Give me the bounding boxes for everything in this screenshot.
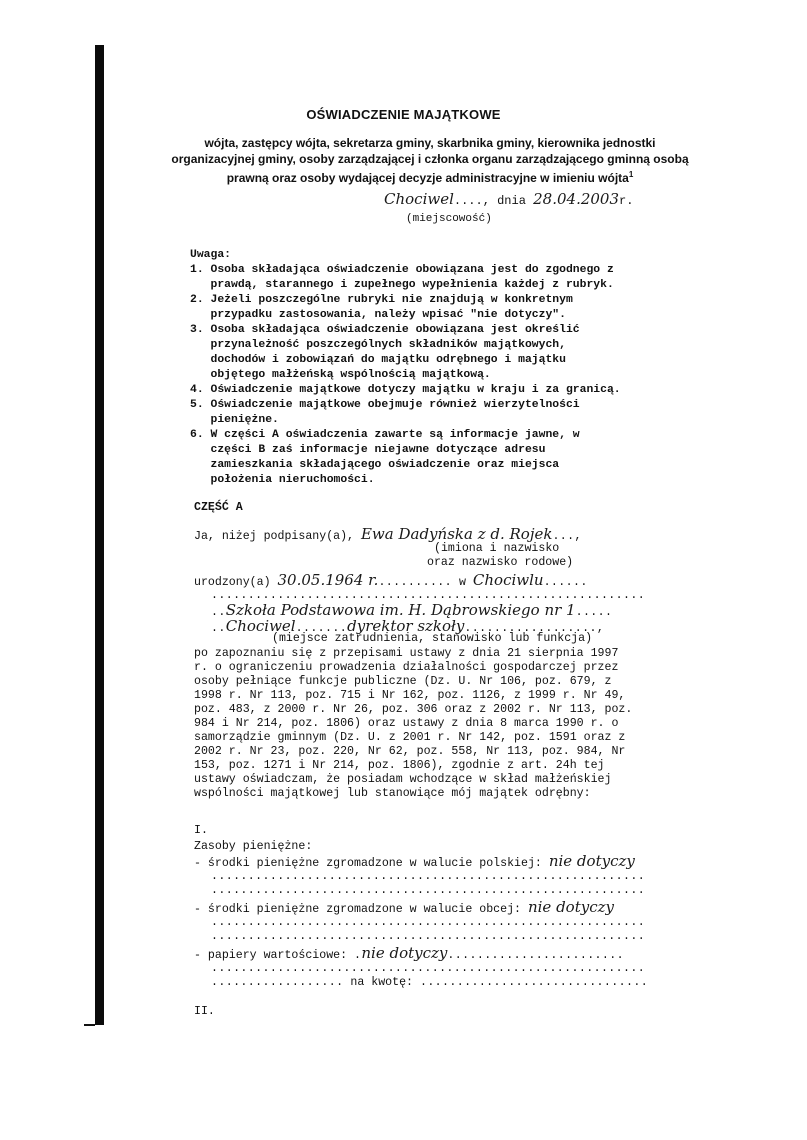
date-handwritten: 28.04.2003 (533, 190, 620, 208)
pln-funds-label: - środki pieniężne zgromadzone w walucie polskiej: (194, 857, 549, 870)
body-line: poz. 483, z 2000 r. Nr 26, poz. 306 oraz z 2002 r. Nr 113, poz. (194, 703, 633, 716)
body-line: osoby pełniące funkcje publiczne (Dz. U. Nr 106, poz. 679, z (194, 675, 612, 688)
notes-block (190, 248, 621, 488)
body-line: po zapoznaniu się z przepisami ustawy z dnia 21 sierpnia 1997 (194, 647, 619, 660)
dotted-line: ........................................................... (211, 962, 646, 975)
note-line: części B zaś informacje niejawne dotyczące adresu (190, 444, 546, 456)
notes-heading: Uwaga: (190, 249, 232, 261)
securities-label: - papiery wartościowe: (194, 949, 355, 962)
section-2-roman: II. (194, 1005, 215, 1018)
subtitle-line: wójta, zastępcy wójta, sekretarza gminy, skarbnika gminy, kierownika jednostki (204, 136, 656, 150)
place-dots: .... (453, 194, 483, 208)
employment-line-1: ..Szkoła Podstawowa im. H. Dąbrowskiego nr 1..... (211, 601, 613, 619)
employment-line-2: ..Chociwel.......dyrektor szkoły.................., (211, 617, 605, 635)
note-line: przypadku zastosowania, należy wpisać "nie dotyczy". (190, 309, 566, 321)
securities-value: nie dotyczy (361, 944, 448, 962)
birth-in-label: w (452, 576, 473, 589)
date-suffix: r. (619, 194, 634, 208)
foreign-funds-value: nie dotyczy (527, 898, 614, 916)
document-title: OŚWIADCZENIE MAJĄTKOWE (306, 107, 501, 122)
place-date-line (384, 190, 633, 208)
name-caption-2: oraz nazwisko rodowe) (427, 556, 574, 569)
subtitle-line: organizacyjnej gminy, osoby zarządzającej i członka organu zarządzającego gminną osobą (171, 152, 689, 166)
pln-funds-value: nie dotyczy (548, 852, 635, 870)
birth-line: urodzony(a) 30.05.1964 r........... w Chociwlu...... (194, 571, 588, 589)
place-caption: (miejscowość) (406, 213, 492, 225)
section-1-heading: Zasoby pieniężne: (194, 840, 313, 853)
dotted-line: ........................................................... (211, 884, 646, 897)
body-line: r. o ograniczeniu prowadzenia działalności gospodarczej przez (194, 661, 619, 674)
body-line: 984 i Nr 214, poz. 1806) oraz ustawy z dnia 8 marca 1990 r. o (194, 717, 619, 730)
dotted-line: ........................................................... (211, 916, 646, 929)
foreign-funds-line (194, 900, 614, 917)
foreign-funds-label: - środki pieniężne zgromadzone w walucie obcej: (194, 903, 528, 916)
note-line: zamieszkania składającego oświadczenie oraz miejsca (190, 459, 560, 471)
subtitle-line (150, 167, 710, 186)
body-line: ustawy oświadczam, że posiadam wchodzące w skład małżeńskiej (194, 773, 612, 786)
signatory-line: Ja, niżej podpisany(a), Ewa Dadyńska z d. Rojek..., (194, 525, 582, 543)
note-line: położenia nieruchomości. (190, 474, 375, 486)
section-1-roman: I. (194, 824, 208, 837)
note-line: prawdą, starannego i zupełnego wypełnienia każdej z rubryk. (190, 279, 614, 291)
name-caption-1: (imiona i nazwisko (434, 542, 560, 555)
note-line: dochodów i zobowiązań do majątku odrębnego i majątku (190, 354, 566, 366)
note-line: objętego małżeńską wspólnością majątkową. (190, 369, 491, 381)
birth-label: urodzony(a) (194, 576, 278, 589)
pln-funds-line (194, 854, 635, 871)
employment-handwritten-3: dyrektor szkoły (347, 617, 465, 635)
amount-label: na kwotę: (343, 976, 420, 989)
document-subtitle (150, 135, 710, 186)
footnote-marker: 1 (628, 170, 634, 179)
body-line: 2002 r. Nr 23, poz. 220, Nr 62, poz. 558, Nr 113, poz. 984, Nr (194, 745, 626, 758)
body-line: 1998 r. Nr 113, poz. 715 i Nr 162, poz. 1126, z 1999 r. Nr 49, (194, 689, 626, 702)
scan-margin-bar (95, 45, 104, 1025)
note-line: 1. Osoba składająca oświadczenie obowiązana jest do zgodnego z (190, 264, 614, 276)
note-line: 3. Osoba składająca oświadczenie obowiązana jest określić (190, 324, 580, 336)
securities-line: - papiery wartościowe: .nie dotyczy........................ (194, 944, 624, 962)
employment-caption: (miejsce zatrudnienia, stanowisko lub funkcja) (272, 632, 593, 645)
body-line: wspólności majątkowej lub stanowiące mój majątek odrębny: (194, 787, 591, 800)
body-line: 153, poz. 1271 i Nr 214, poz. 1806), zgodnie z art. 24h tej (194, 759, 605, 772)
amount-line: .................. na kwotę: ............................... (211, 976, 649, 989)
birth-date-handwritten: 30.05.1964 r. (277, 571, 379, 589)
employment-handwritten-1: Szkoła Podstawowa im. H. Dąbrowskiego nr 1 (225, 601, 576, 619)
note-line: 4. Oświadczenie majątkowe dotyczy majątku w kraju i za granicą. (190, 384, 621, 396)
dotted-line: ........................................................... (211, 589, 646, 602)
body-line: samorządzie gminnym (Dz. U. z 2001 r. Nr 142, poz. 1591 oraz z (194, 731, 626, 744)
signatory-name-handwritten: Ewa Dadyńska z d. Rojek (360, 525, 553, 543)
place-handwritten: Chociwel (384, 190, 454, 208)
dotted-line: ........................................................... (211, 870, 646, 883)
note-line: 2. Jeżeli poszczególne rubryki nie znajdują w konkretnym (190, 294, 573, 306)
scan-margin-tick (84, 1024, 95, 1026)
note-line: pieniężne. (190, 414, 279, 426)
birth-place-handwritten: Chociwlu (472, 571, 544, 589)
employment-handwritten-2: Chociwel (225, 617, 296, 635)
dotted-line: ........................................................... (211, 930, 646, 943)
part-a-heading: CZĘŚĆ A (194, 501, 243, 514)
note-line: 6. W części A oświadczenia zawarte są informacje jawne, w (190, 429, 580, 441)
date-label: , dnia (482, 194, 534, 208)
subtitle-line-text: prawną oraz osoby wydającej decyzje administracyjne w imieniu wójta (226, 171, 629, 185)
note-line: przynależność poszczególnych składników majątkowych, (190, 339, 566, 351)
note-line: 5. Oświadczenie majątkowe obejmuje również wierzytelności (190, 399, 580, 411)
signatory-label: Ja, niżej podpisany(a), (194, 530, 361, 543)
